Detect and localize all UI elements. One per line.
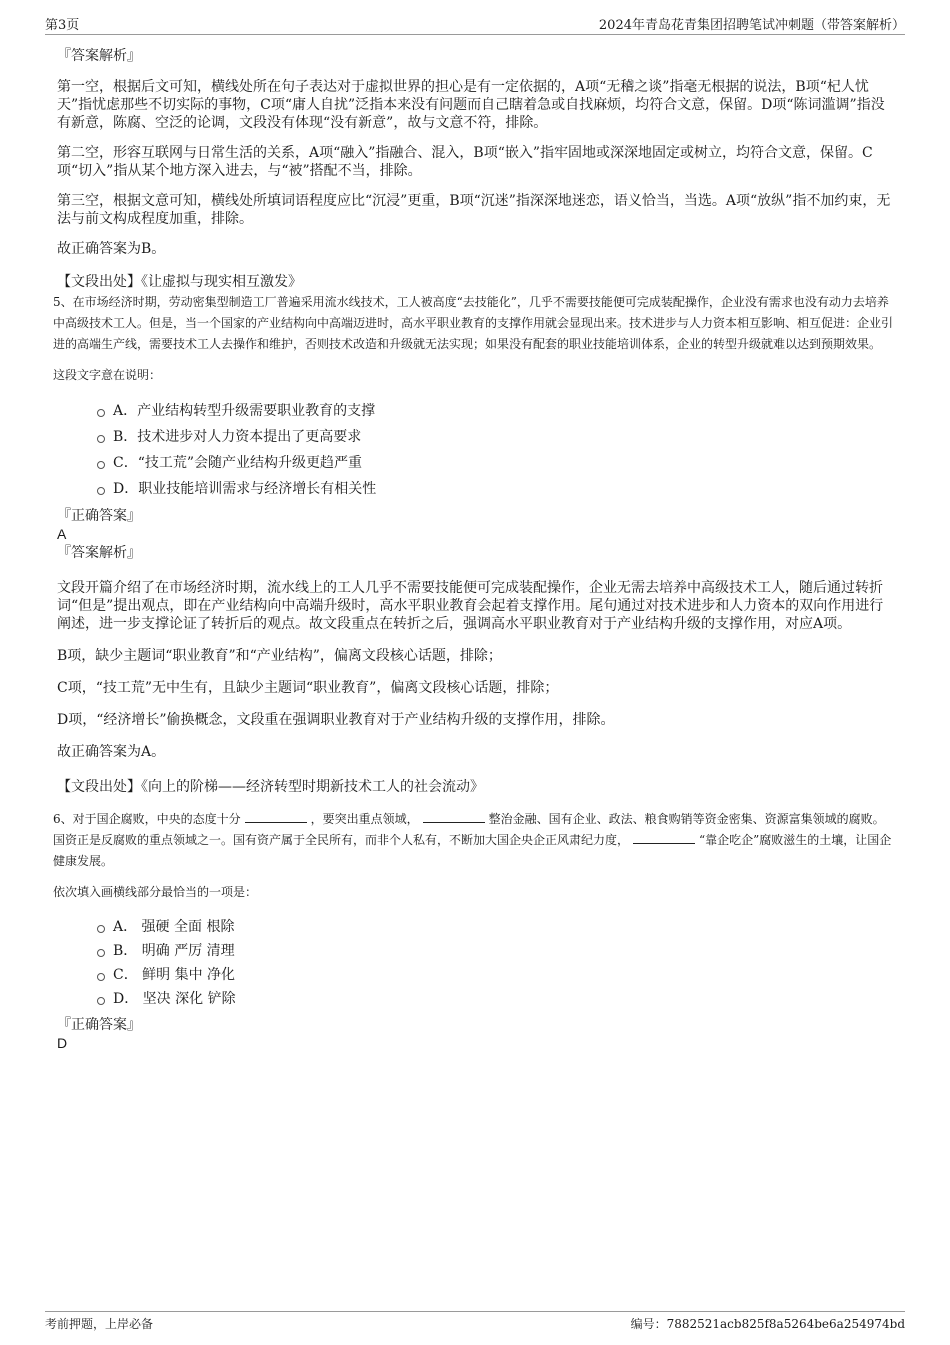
q6-option-a[interactable]: A． 强硬 全面 根除 xyxy=(97,915,895,939)
q6-options xyxy=(57,915,895,1011)
radio-icon[interactable] xyxy=(97,997,105,1005)
q5-prompt: 这段文字意在说明： xyxy=(53,368,162,382)
radio-icon[interactable] xyxy=(97,925,105,933)
q5-option-a[interactable]: A．产业结构转型升级需要职业教育的支撑 xyxy=(97,398,895,424)
radio-icon[interactable] xyxy=(97,409,105,417)
q5-options xyxy=(57,398,895,502)
footer-slogan: 考前押题，上岸必备 xyxy=(45,1317,154,1331)
q6-prompt: 依次填入画横线部分最恰当的一项是： xyxy=(53,885,258,899)
q5-answer: A xyxy=(57,526,67,542)
radio-icon[interactable] xyxy=(97,973,105,981)
q4-source: 【文段出处】《让虚拟与现实相互激发》 xyxy=(57,274,302,290)
q5-option-c[interactable]: C．“技工荒”会随产业结构升级更趋严重 xyxy=(97,450,895,476)
q5-option-d[interactable]: D．职业技能培训需求与经济增长有相关性 xyxy=(97,476,895,502)
radio-icon[interactable] xyxy=(97,949,105,957)
q5-stem: 5、在市场经济时期，劳动密集型制造工厂普遍采用流水线技术，工人被高度“去技能化”，几乎不需要技能便可完成装配操作，企业没有需求也没有动力去培养中高级技术工人。但是，当一个国家的产业结构向中高端迈进时，高水平职业教育的支撑作用就会显现出来。技术进步与人力资本相互影响、相互促进：企业引进的高端生产线，需要技术工人去操作和维护，否则技术改造和升级就无法实现；如果没有配套的职业技能培训体系，企业的转型升级就难以达到预期效果。 xyxy=(53,295,894,351)
q6-option-c[interactable]: C． 鲜明 集中 净化 xyxy=(97,963,895,987)
q5-analysis-p2: B项，缺少主题词“职业教育”和“产业结构”，偏离文段核心话题，排除； xyxy=(57,648,502,664)
q6-blank-2 xyxy=(423,810,485,823)
q4-analysis-p3: 第三空，根据文意可知，横线处所填词语程度应比“沉浸”更重，B项“沉迷”指深深地迷恋，语义恰当，当选。A项“放纵”指不加约束，无法与前文构成程度加重，排除。 xyxy=(57,193,891,227)
radio-icon[interactable] xyxy=(97,461,105,469)
q4-analysis-p2: 第二空，形容互联网与日常生活的关系，A项“融入”指融合、混入，B项“嵌入”指牢固地或深深地固定或树立，均符合文意，保留。C项“切入”指从某个地方深入进去，与“被”搭配不当，排除。 xyxy=(57,145,873,179)
q5-answer-label: 『正确答案』 xyxy=(57,508,141,524)
q5-analysis-p3: C项，“技工荒”无中生有，且缺少主题词“职业教育”，偏离文段核心话题，排除； xyxy=(57,680,559,696)
page-number: 第3页 xyxy=(45,18,80,33)
radio-icon[interactable] xyxy=(97,487,105,495)
q4-analysis-p1: 第一空，根据后文可知，横线处所在句子表达对于虚拟世界的担心是有一定依据的，A项“无稽之谈”指毫无根据的说法，B项“杞人忧天”指忧虑那些不切实际的事物，C项“庸人自扰”泛指本来没有问题而自己瞎着急或自找麻烦，均符合文意，保留。D项“陈词滥调”指没有新意，陈腐、空泛的论调，文段没有体现“没有新意”，故与文意不符，排除。 xyxy=(57,79,885,131)
q6-answer: D xyxy=(57,1035,68,1051)
q6-stem: 6、对于国企腐败，中央的态度十分 ，要突出重点领域， 整治金融、国有企业、政法、粮食购销等资金密集、资源富集领域的腐败。国资正是反腐败的重点领域之一。国有资产属于全民所有，而非个人私有，不断加大国企央企正风肃纪力度， “靠企吃企”腐败滋生的土壤，让国企健康发展。 xyxy=(53,812,892,868)
q5-analysis-p1: 文段开篇介绍了在市场经济时期，流水线上的工人几乎不需要技能便可完成装配操作，企业无需去培养中高级技术工人，随后通过转折词“但是”提出观点，即在产业结构向中高端升级时，高水平职业教育会起着支撑作用。尾句通过对技术进步和人力资本的双向作用进行阐述，进一步支撑论证了转折后的观点。故文段重点在转折之后，强调高水平职业教育对于产业结构升级的支撑作用，对应A项。 xyxy=(57,580,884,632)
content xyxy=(53,46,895,1052)
radio-icon[interactable] xyxy=(97,435,105,443)
q6-option-d[interactable]: D． 坚决 深化 铲除 xyxy=(97,987,895,1011)
page-header xyxy=(45,12,905,35)
q4-analysis-p4: 故正确答案为B。 xyxy=(57,241,166,257)
q4-analysis-label: 『答案解析』 xyxy=(57,48,141,64)
q6-answer-label: 『正确答案』 xyxy=(57,1017,141,1033)
document-title: 2024年青岛花青集团招聘笔试冲刺题（带答案解析） xyxy=(598,18,905,33)
q5-option-b[interactable]: B．技术进步对人力资本提出了更高要求 xyxy=(97,424,895,450)
q5-analysis-p5: 故正确答案为A。 xyxy=(57,744,166,760)
page-footer xyxy=(45,1311,905,1334)
q6-blank-3 xyxy=(633,831,695,844)
document-id: 编号：7882521acb825f8a5264be6a254974bd xyxy=(630,1317,905,1331)
q6-option-b[interactable]: B． 明确 严厉 清理 xyxy=(97,939,895,963)
q5-analysis-label: 『答案解析』 xyxy=(57,545,141,561)
q5-source: 【文段出处】《向上的阶梯——经济转型时期新技术工人的社会流动》 xyxy=(57,779,484,795)
q6-blank-1 xyxy=(245,810,307,823)
q5-analysis-p4: D项，“经济增长”偷换概念，文段重在强调职业教育对于产业结构升级的支撑作用，排除。 xyxy=(57,712,615,728)
